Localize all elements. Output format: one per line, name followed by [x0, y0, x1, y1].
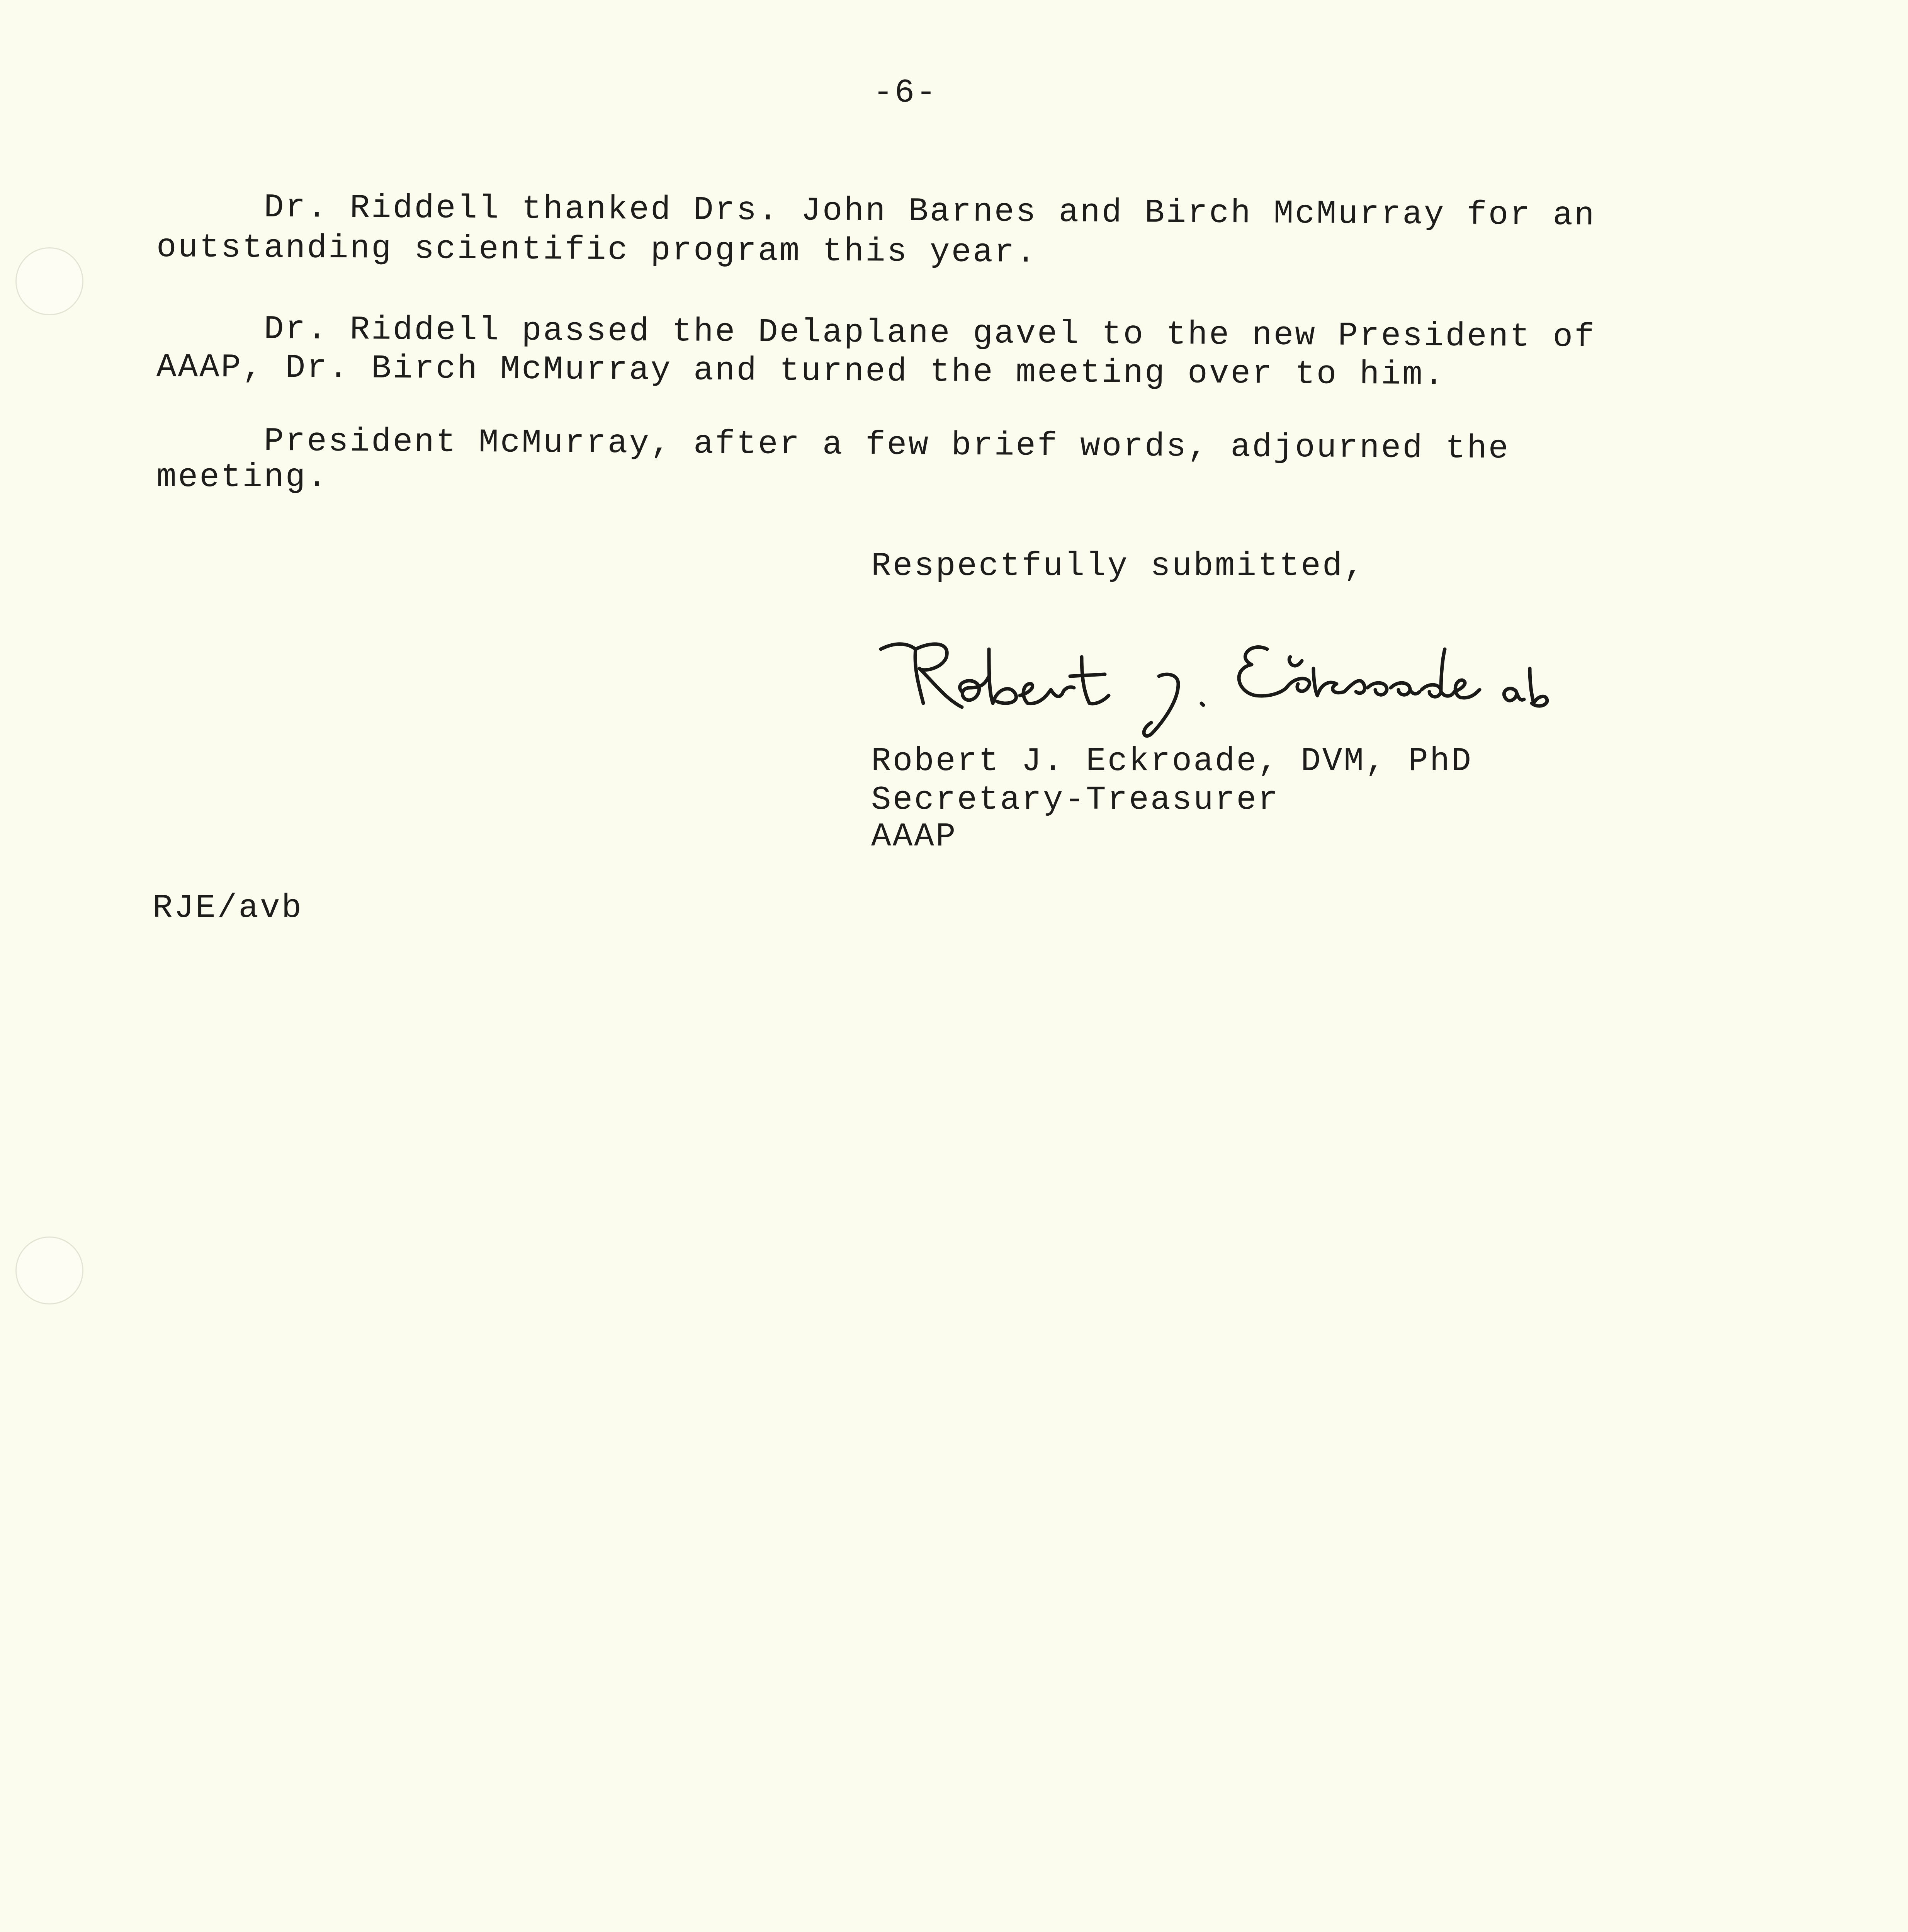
signature: [873, 626, 1553, 742]
paragraph-3-line-1: President McMurray, after a few brief words, adjourned the: [156, 422, 1510, 468]
paragraph-1-line-2: outstanding scientific program this year.: [156, 228, 1038, 272]
punch-hole-top: [15, 247, 83, 315]
reference-initials: RJE/avb: [153, 889, 303, 927]
page-number: -6-: [873, 74, 938, 112]
signer-organization: AAAP: [871, 818, 957, 855]
paragraph-3-line-2: meeting.: [156, 458, 328, 496]
closing-text: Respectfully submitted,: [871, 547, 1365, 585]
signer-name: Robert J. Eckroade, DVM, PhD: [871, 742, 1473, 780]
paragraph-1-line-1: Dr. Riddell thanked Drs. John Barnes and Birch McMurray for an: [156, 188, 1596, 235]
paragraph-2-line-2: AAAP, Dr. Birch McMurray and turned the meeting over to him.: [156, 348, 1446, 394]
punch-hole-middle: [15, 1236, 83, 1304]
paragraph-2-line-1: Dr. Riddell passed the Delaplane gavel to the new President of: [156, 310, 1596, 356]
signer-title: Secretary-Treasurer: [871, 781, 1279, 819]
